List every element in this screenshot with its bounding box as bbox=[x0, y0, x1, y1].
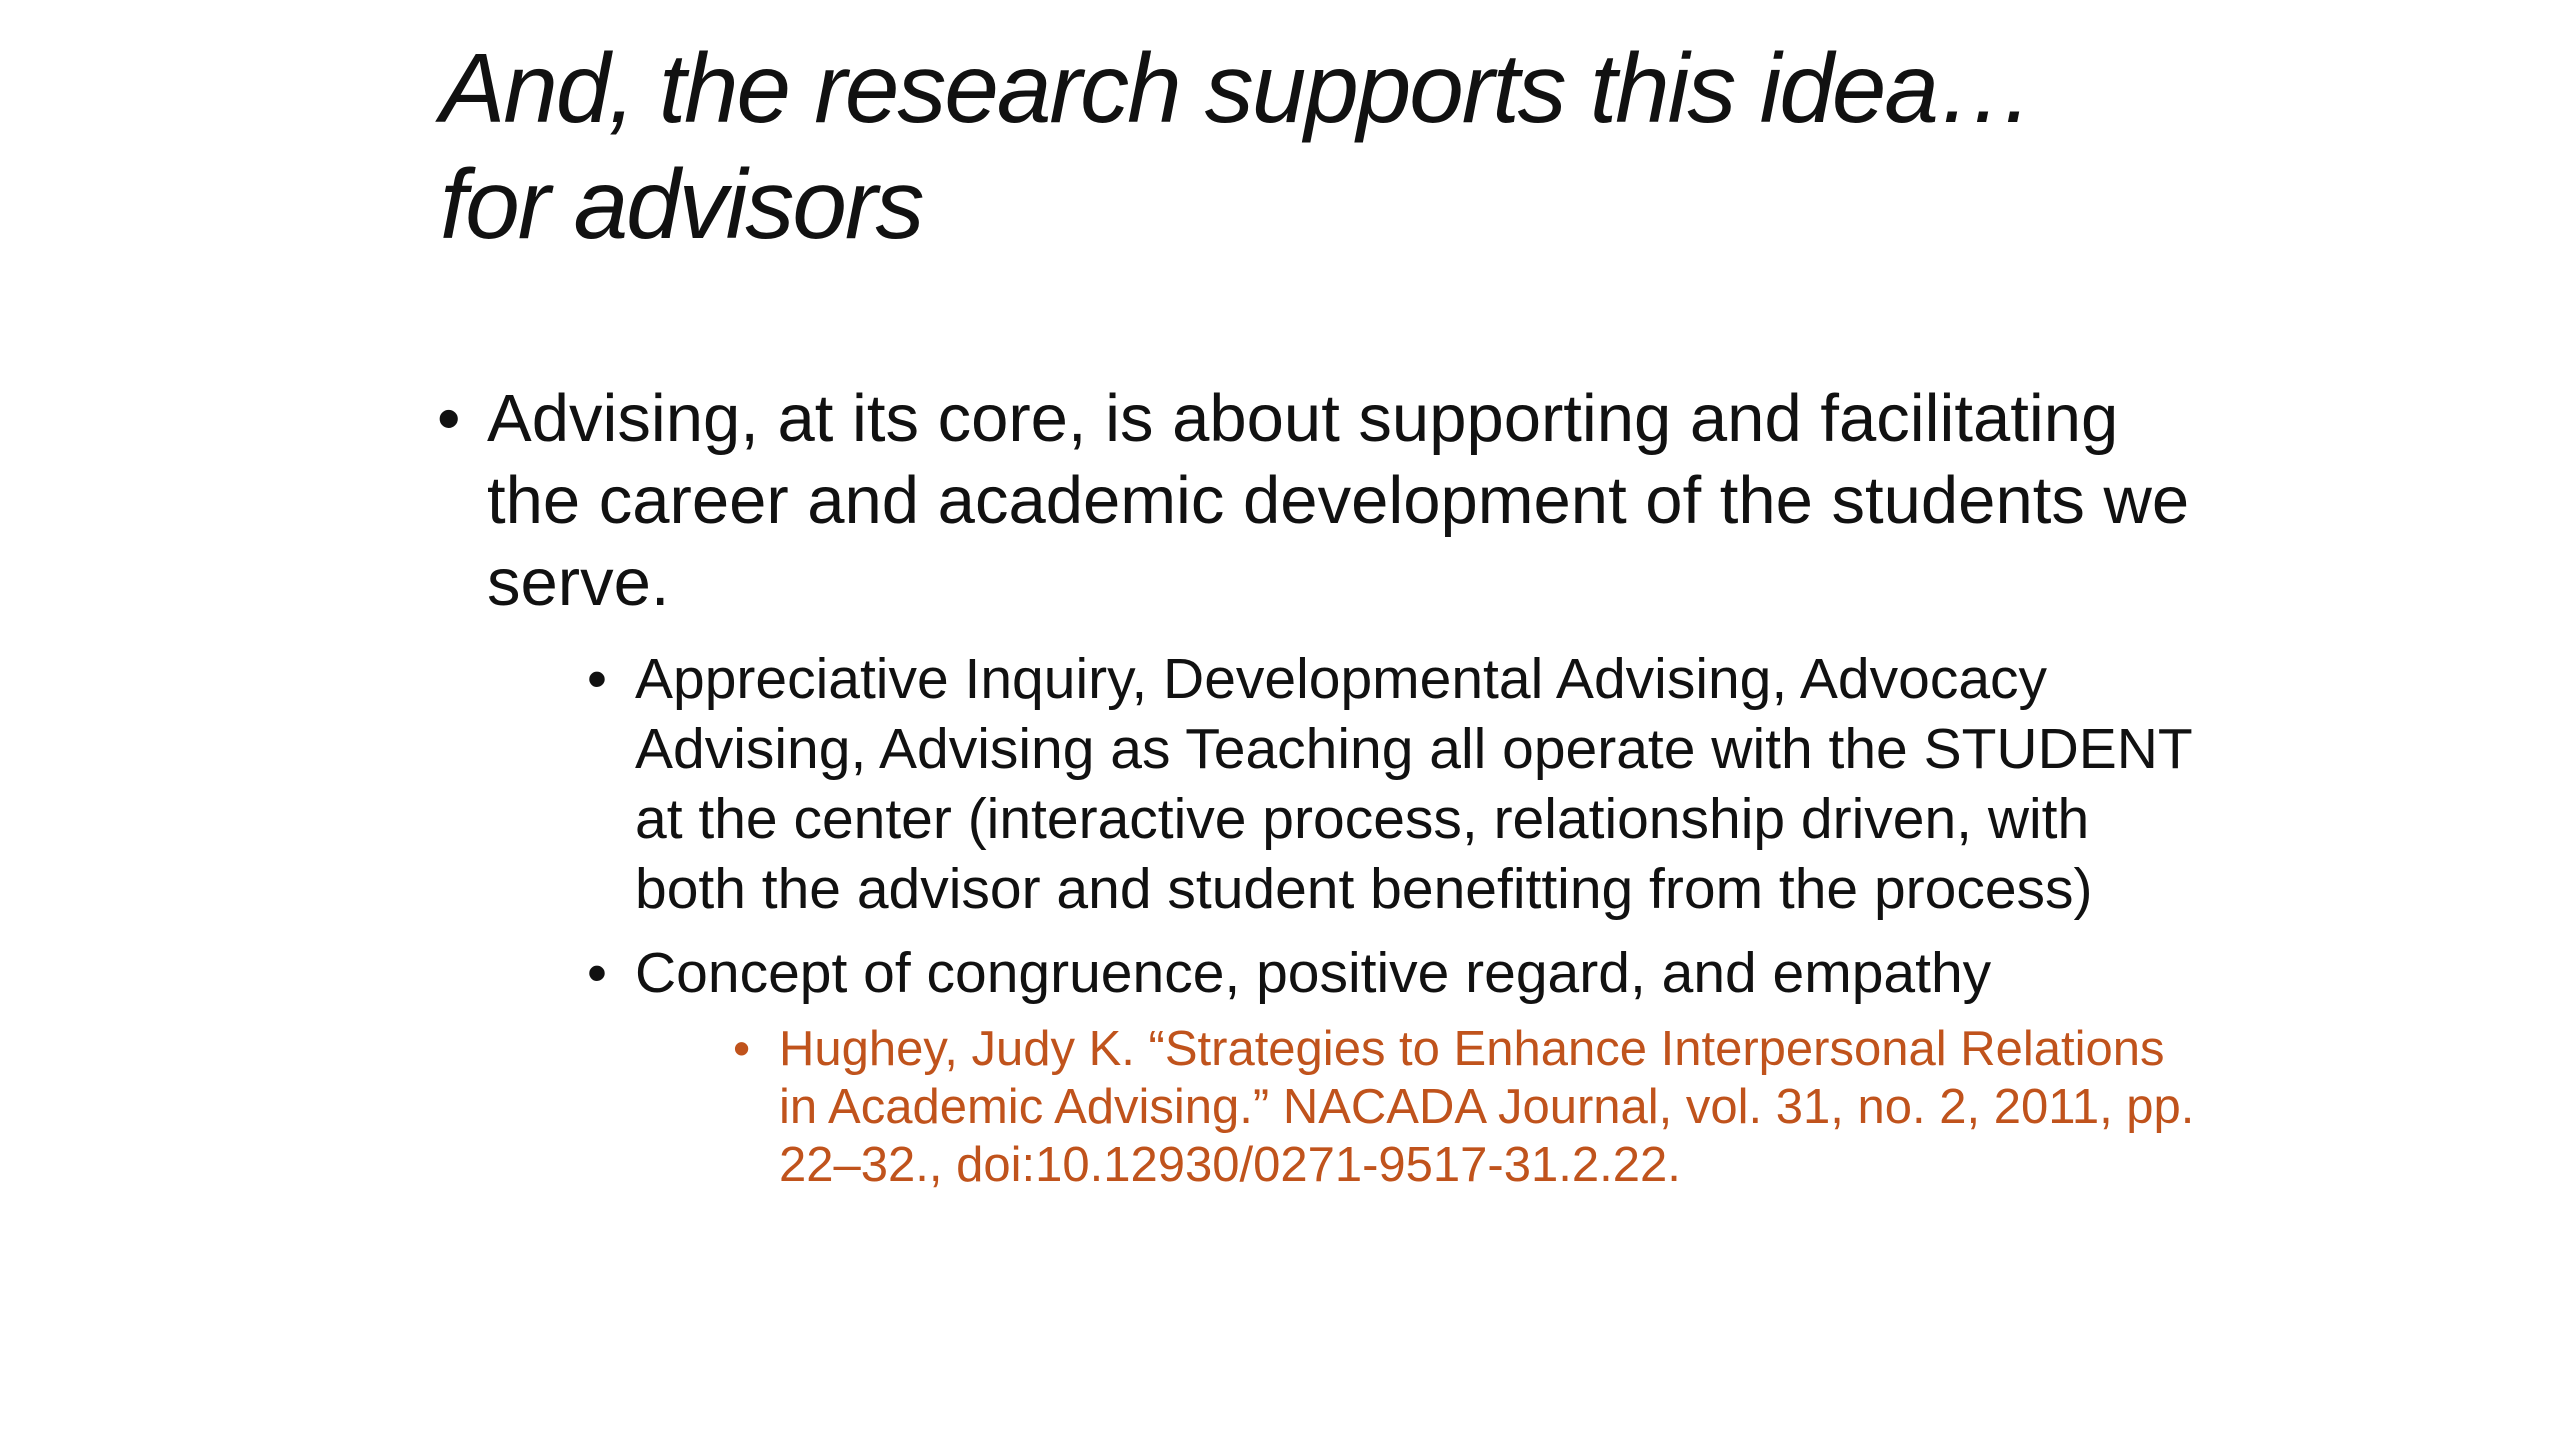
bullet-icon: • bbox=[733, 1022, 751, 1076]
citation-list bbox=[731, 1020, 2215, 1194]
sub-bullet-text: Concept of congruence, positive regard, and empathy bbox=[635, 941, 1992, 1005]
title-line-2: for advisors bbox=[440, 149, 923, 259]
sub-bullet-congruence bbox=[585, 938, 2215, 1194]
bullet-icon: • bbox=[587, 941, 607, 1005]
slide-title bbox=[440, 30, 2340, 262]
bullet-text: Advising, at its core, is about supporting and facilitating the career and academic development of the students we serve. bbox=[487, 381, 2190, 620]
citation-hughey bbox=[731, 1020, 2215, 1194]
citation-text: Hughey, Judy K. “Strategies to Enhance Interpersonal Relations in Academic Advising.” NACADA Journal, vol. 31, no. 2, 2011, pp. 22–32., doi:10.12930/0271-9517-31.2.22. bbox=[779, 1022, 2195, 1192]
bullet-icon: • bbox=[437, 381, 461, 456]
title-line-1: And, the research supports this idea… bbox=[440, 33, 2033, 143]
sub-bullet-advising-models bbox=[585, 644, 2215, 924]
bullet-list bbox=[435, 378, 2215, 1194]
sub-bullet-list bbox=[585, 644, 2215, 1194]
bullet-point-advising-core bbox=[435, 378, 2215, 1194]
bullet-icon: • bbox=[587, 647, 607, 711]
slide-body bbox=[435, 378, 2215, 1194]
sub-bullet-text: Appreciative Inquiry, Developmental Advising, Advocacy Advising, Advising as Teaching all operate with the STUDENT at the center (interactive process, relationship driven, with both the advisor and student benefitting from the process) bbox=[635, 647, 2192, 921]
